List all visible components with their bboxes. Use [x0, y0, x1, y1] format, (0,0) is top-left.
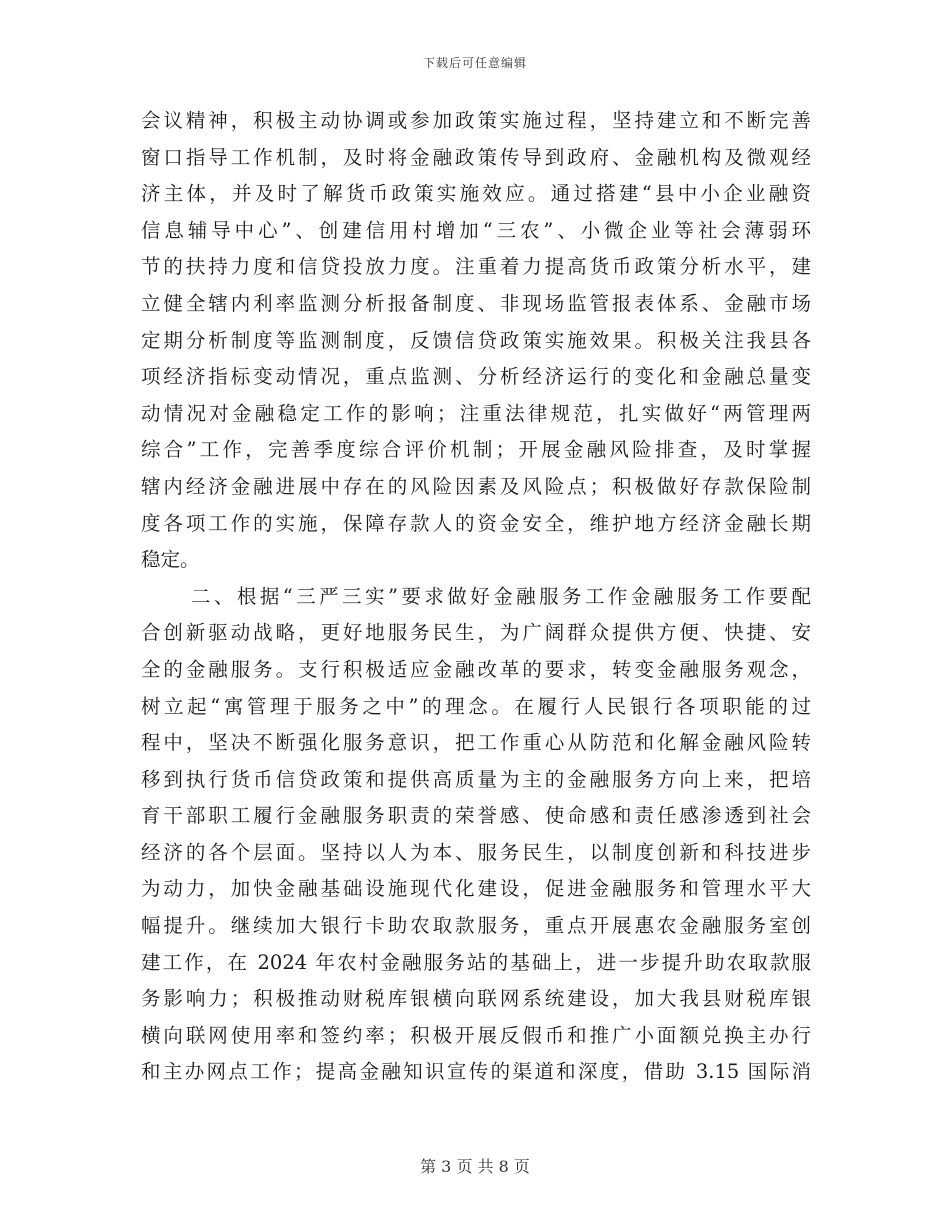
- text-line: 节的扶持力度和信贷投放力度。注重着力提高货币政策分析水平，建: [141, 255, 811, 279]
- text-line: 和主办网点工作；提高金融知识宣传的渠道和深度，借助 3.15 国际消: [141, 1060, 811, 1084]
- text-line: 程中，坚决不断强化服务意识，把工作重心从防范和化解金融风险转: [141, 731, 811, 755]
- page-header: 下载后可任意编辑: [422, 56, 527, 70]
- text-line: 建工作，在 2024 年农村金融服务站的基础上，进一步提升助农取款服: [141, 950, 811, 974]
- text-line: 全的金融服务。支行积极适应金融改革的要求，转变金融服务观念，: [141, 657, 811, 681]
- text-line: 为动力，加快金融基础设施现代化建设，促进金融服务和管理水平大: [141, 877, 811, 901]
- text-line: 经济的各个层面。坚持以人为本、服务民生，以制度创新和科技进步: [141, 840, 811, 864]
- text-line: 育干部职工履行金融服务职责的荣誉感、使命感和责任感渗透到社会: [141, 804, 811, 828]
- text-line: 二、根据“三严三实”要求做好金融服务工作金融服务工作要配: [191, 584, 811, 608]
- text-line: 综合”工作，完善季度综合评价机制；开展金融风险排查，及时掌握: [141, 438, 811, 462]
- text-line: 济主体，并及时了解货币政策实施效应。通过搭建“县中小企业融资: [141, 182, 811, 206]
- text-line: 移到执行货币信贷政策和提供高质量为主的金融服务方向上来，把培: [141, 767, 811, 791]
- text-line: 辖内经济金融进展中存在的风险因素及风险点；积极做好存款保险制: [141, 474, 811, 498]
- text-line: 会议精神，积极主动协调或参加政策实施过程，坚持建立和不断完善: [141, 109, 811, 132]
- text-line: 树立起“寓管理于服务之中”的理念。在履行人民银行各项职能的过: [141, 694, 811, 718]
- text-line: 合创新驱动战略，更好地服务民生，为广阔群众提供方便、快捷、安: [141, 621, 811, 645]
- text-line: 定期分析制度等监测制度，反馈信贷政策实施效果。积极关注我县各: [141, 328, 811, 352]
- page-footer: 第 3 页 共 8 页: [420, 1157, 530, 1176]
- text-line: 立健全辖内利率监测分析报备制度、非现场监管报表体系、金融市场: [141, 291, 811, 315]
- text-line: 动情况对金融稳定工作的影响；注重法律规范，扎实做好“两管理两: [141, 401, 811, 425]
- body-text: [141, 103, 811, 1091]
- text-line: 信息辅导中心”、创建信用村增加“三农”、小微企业等社会薄弱环: [141, 218, 811, 242]
- text-line: 务影响力；积极推动财税库银横向联网系统建设，加大我县财税库银: [141, 987, 811, 1011]
- text-line: 横向联网使用率和签约率；积极开展反假币和推广小面额兑换主办行: [141, 1023, 811, 1047]
- text-line: 幅提升。继续加大银行卡助农取款服务，重点开展惠农金融服务室创: [141, 914, 811, 938]
- text-line: 窗口指导工作机制，及时将金融政策传导到政府、金融机构及微观经: [141, 145, 811, 169]
- text-line: 稳定。: [141, 548, 200, 572]
- text-line: 度各项工作的实施，保障存款人的资金安全，维护地方经济金融长期: [141, 511, 811, 535]
- text-line: 项经济指标变动情况，重点监测、分析经济运行的变化和金融总量变: [141, 365, 811, 389]
